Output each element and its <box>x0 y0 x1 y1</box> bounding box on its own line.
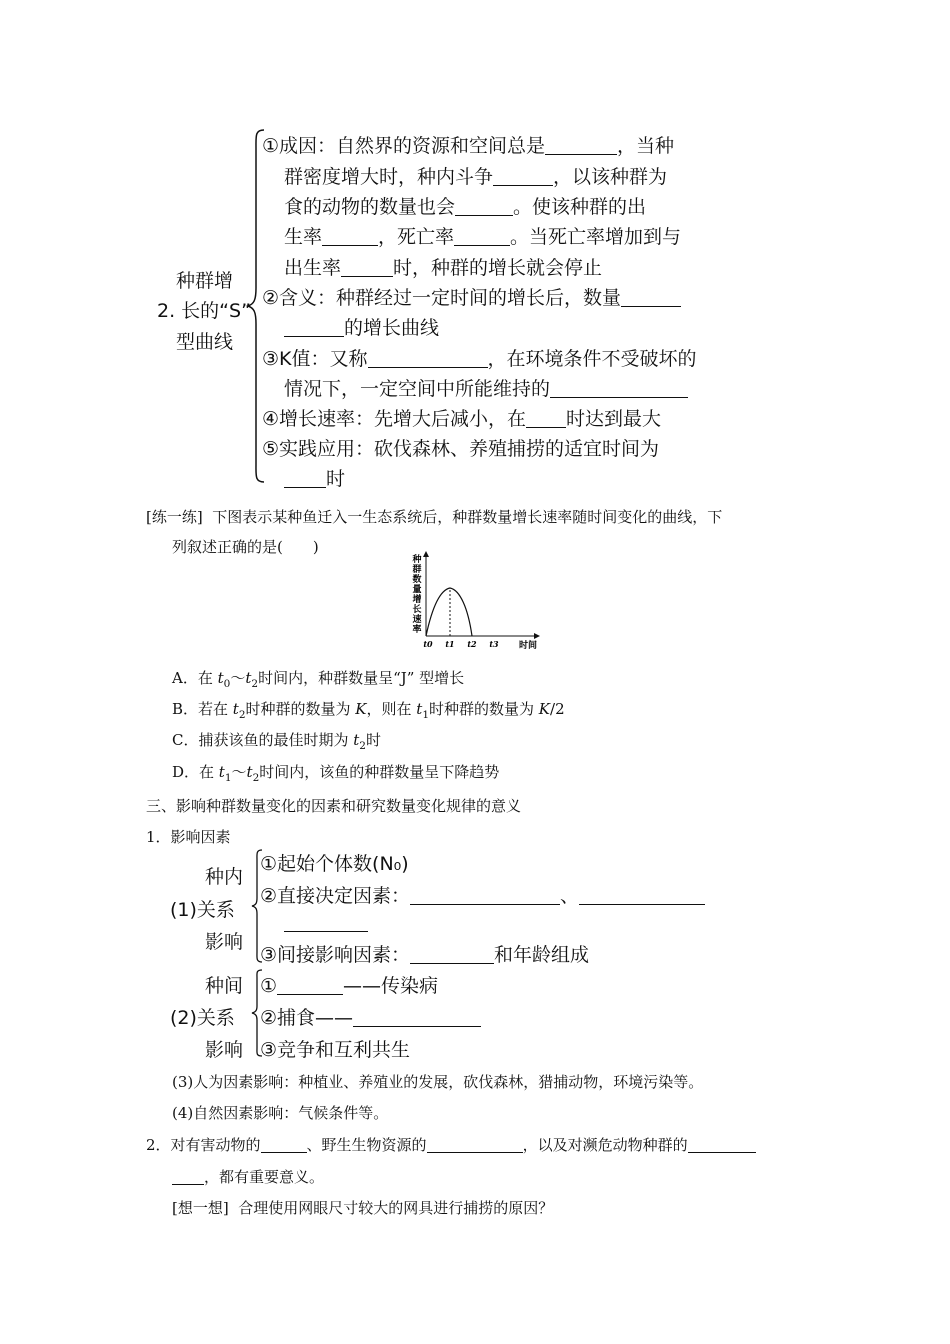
inter-line-2: ②捕食—— <box>260 1003 481 1030</box>
section3-heading: 三、影响种群数量变化的因素和研究数量变化规律的意义 <box>146 797 522 815</box>
practice-question-line2: 列叙述正确的是( ) <box>172 538 319 556</box>
y-label-char: 种 <box>412 555 422 565</box>
y-label-char: 群 <box>412 565 422 575</box>
blank[interactable] <box>341 257 393 277</box>
tick-t1: t1 <box>445 639 455 649</box>
option-c[interactable]: C．捕获该鱼的最佳时期为 $t_2$时 <box>172 731 381 752</box>
growth-rate-chart <box>406 550 546 652</box>
blank[interactable] <box>284 468 326 488</box>
blank[interactable] <box>322 226 378 246</box>
side-label-2: 2. 长的“S” <box>157 300 251 322</box>
paragraph-2-line1: 2．对有害动物的 、野生生物资源的 ，以及对濒危动物种群的 <box>146 1134 756 1155</box>
tick-t2: t2 <box>467 639 477 649</box>
tick-t0: t0 <box>423 639 433 649</box>
practice-question-line1: [练一练] 下图表示某种鱼迁入一生态系统后，种群数量增长速率随时间变化的曲线，下 <box>146 508 723 526</box>
blank[interactable] <box>284 317 344 337</box>
y-label-char: 速 <box>412 615 422 625</box>
blank[interactable] <box>621 287 681 307</box>
y-label-char: 量 <box>412 585 422 595</box>
blank[interactable] <box>277 975 343 995</box>
option-a[interactable]: A．在 $t_0\sim t_2$时间内，种群数量呈“J” 型增长 <box>172 669 465 690</box>
blank[interactable] <box>454 226 510 246</box>
tick-t3: t3 <box>489 639 499 649</box>
paragraph-4: (4)自然因素影响：气候条件等。 <box>172 1104 389 1122</box>
s-line-8: ③K值：又称 ，在环境条件不受破坏的 <box>262 348 697 370</box>
rate-curve <box>426 588 472 636</box>
blank[interactable] <box>368 348 488 368</box>
think-question: [想一想] 合理使用网眼尺寸较大的网具进行捕捞的原因？ <box>172 1199 554 1217</box>
blank[interactable] <box>284 912 368 932</box>
s-line-1: ①成因：自然界的资源和空间总是 ，当种 <box>262 135 675 157</box>
blank[interactable] <box>688 1137 756 1153</box>
intra-line-2: ②直接决定因素： 、 <box>260 881 705 908</box>
s-line-4: 生率 ，死亡率 。当死亡率增加到与 <box>284 226 682 248</box>
s-line-2: 群密度增大时，种内斗争 ，以该种群为 <box>284 166 668 188</box>
paragraph-3: (3)人为因素影响：种植业、养殖业的发展，砍伐森林，猎捕动物，环境污染等。 <box>172 1073 704 1091</box>
option-d[interactable]: D．在 $t_1\sim t_2$时间内，该鱼的种群数量呈下降趋势 <box>172 763 500 784</box>
blank[interactable] <box>353 1007 481 1027</box>
y-axis-arrow <box>423 551 429 557</box>
intra-line-3: ③间接影响因素： 和年龄组成 <box>260 944 590 966</box>
paragraph-2-line2: ，都有重要意义。 <box>172 1166 324 1187</box>
blank[interactable] <box>427 1137 523 1153</box>
s-line-6: ②含义：种群经过一定时间的增长后，数量 <box>262 283 681 310</box>
blank[interactable] <box>579 885 705 905</box>
intra-label-3: 影响 <box>205 931 244 953</box>
s-line-9: 情况下，一定空间中所能维持的 <box>284 374 688 401</box>
blank[interactable] <box>545 135 617 155</box>
option-b[interactable]: B．若在 $t_2$时种群的数量为 K，则在 $t_1$时种群的数量为 K/2 <box>172 700 565 721</box>
y-label-char: 数 <box>412 575 422 585</box>
inter-label-1: 种间 <box>205 975 244 997</box>
x-axis-label: 时间 <box>518 641 538 651</box>
blank[interactable] <box>261 1137 307 1153</box>
s-line-12: 时 <box>284 464 345 491</box>
s-line-11: ⑤实践应用：砍伐森林、养殖捕捞的适宜时间为 <box>262 438 660 460</box>
intra-label-1: 种内 <box>205 866 244 888</box>
intra-line-2b <box>284 912 368 934</box>
y-label-char: 增 <box>412 595 422 605</box>
intra-line-1: ①起始个体数(N₀) <box>260 853 409 875</box>
intra-label-2: (1)关系 <box>170 899 235 921</box>
inter-line-3: ③竞争和互利共生 <box>260 1039 411 1061</box>
blank[interactable] <box>172 1169 204 1185</box>
s-line-10: ④增长速率：先增大后减小，在 时达到最大 <box>262 408 662 430</box>
side-label-3: 型曲线 <box>176 331 234 353</box>
blank[interactable] <box>410 885 560 905</box>
x-axis-arrow <box>534 633 540 639</box>
s-line-3: 食的动物的数量也会 。使该种群的出 <box>284 196 647 218</box>
blank[interactable] <box>526 408 566 428</box>
section3-sub1: 1．影响因素 <box>146 828 231 846</box>
blank[interactable] <box>410 944 494 964</box>
inter-line-1: ① ——传染病 <box>260 975 439 997</box>
blank[interactable] <box>493 166 553 186</box>
s-line-5: 出生率 时，种群的增长就会停止 <box>284 257 603 279</box>
y-axis-label <box>411 553 421 635</box>
blank[interactable] <box>550 378 688 398</box>
y-label-char: 率 <box>412 625 422 635</box>
y-label-char: 长 <box>412 605 422 615</box>
inter-label-2: (2)关系 <box>170 1007 235 1029</box>
blank[interactable] <box>455 196 513 216</box>
inter-label-3: 影响 <box>205 1039 244 1061</box>
side-label-1: 种群增 <box>176 270 234 292</box>
s-line-7: 的增长曲线 <box>284 313 439 340</box>
